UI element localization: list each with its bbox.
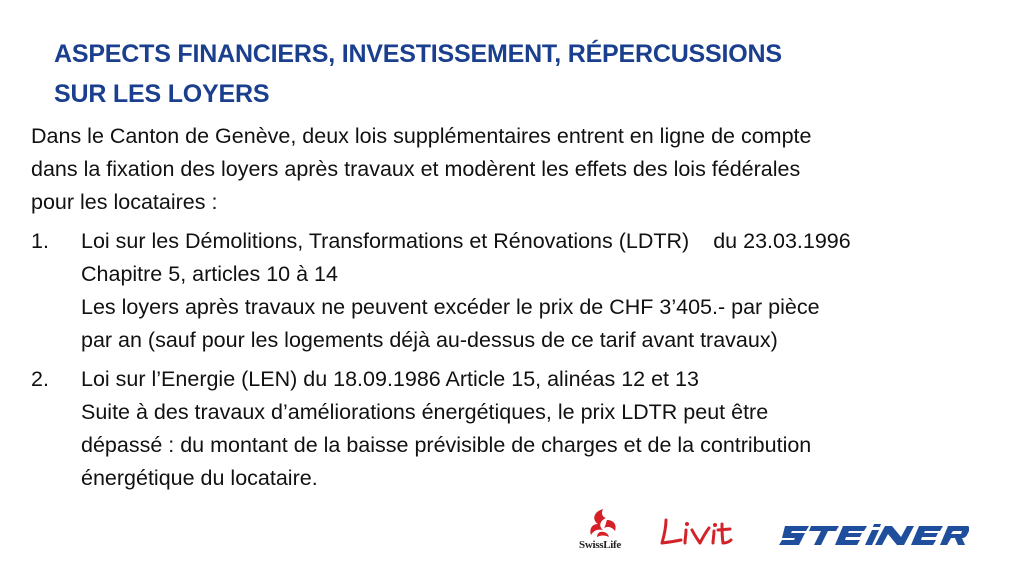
- steiner-wordmark-icon: [779, 524, 969, 548]
- slide-title-line-1: ASPECTS FINANCIERS, INVESTISSEMENT, RÉPERCUSSIONS: [54, 40, 782, 68]
- list-item-len: [31, 363, 1006, 495]
- intro-paragraph: [31, 120, 1006, 219]
- livit-wordmark-icon: [656, 516, 740, 550]
- intro-line-2: dans la fixation des loyers après travaux et modèrent les effets des lois fédérales: [31, 157, 801, 181]
- ldtr-exception: par an (sauf pour les logements déjà au-dessus de ce tarif avant travaux): [81, 328, 778, 352]
- list-item-ldtr: [31, 225, 1006, 357]
- intro-line-1: Dans le Canton de Genève, deux lois supplémentaires entrent en ligne de compte: [31, 124, 812, 148]
- list-item-text: [81, 363, 811, 495]
- ldtr-date: du 23.03.1996: [713, 229, 851, 253]
- swisslife-flame-icon: [570, 506, 630, 540]
- ldtr-law-line: [81, 225, 851, 258]
- ldtr-law-name: Loi sur les Démolitions, Transformations et Rénovations (LDTR): [81, 229, 690, 253]
- len-line-4: énergétique du locataire.: [81, 466, 318, 490]
- livit-logo: [656, 516, 740, 550]
- ldtr-chapter: Chapitre 5, articles 10 à 14: [81, 262, 338, 286]
- list-number: 2.: [31, 367, 49, 391]
- swisslife-wordmark: SwissLife: [579, 539, 621, 551]
- len-line-3: dépassé : du montant de la baisse prévisible de charges et de la contribution: [81, 433, 812, 457]
- steiner-logo: [779, 524, 969, 548]
- slide-title: [54, 34, 954, 114]
- partner-logos: [560, 504, 980, 564]
- intro-line-3: pour les locataires :: [31, 190, 218, 214]
- slide-body: [31, 120, 1006, 495]
- len-line-2: Suite à des travaux d’améliorations énergétiques, le prix LDTR peut être: [81, 400, 769, 424]
- len-law-line: Loi sur l’Energie (LEN) du 18.09.1986 Article 15, alinéas 12 et 13: [81, 367, 699, 391]
- ldtr-rent-limit: Les loyers après travaux ne peuvent excéder le prix de CHF 3’405.- par pièce: [81, 295, 820, 319]
- list-item-text: [81, 225, 851, 357]
- list-number: 1.: [31, 229, 49, 253]
- swisslife-logo: [570, 506, 630, 558]
- slide-title-line-2: SUR LES LOYERS: [54, 80, 270, 108]
